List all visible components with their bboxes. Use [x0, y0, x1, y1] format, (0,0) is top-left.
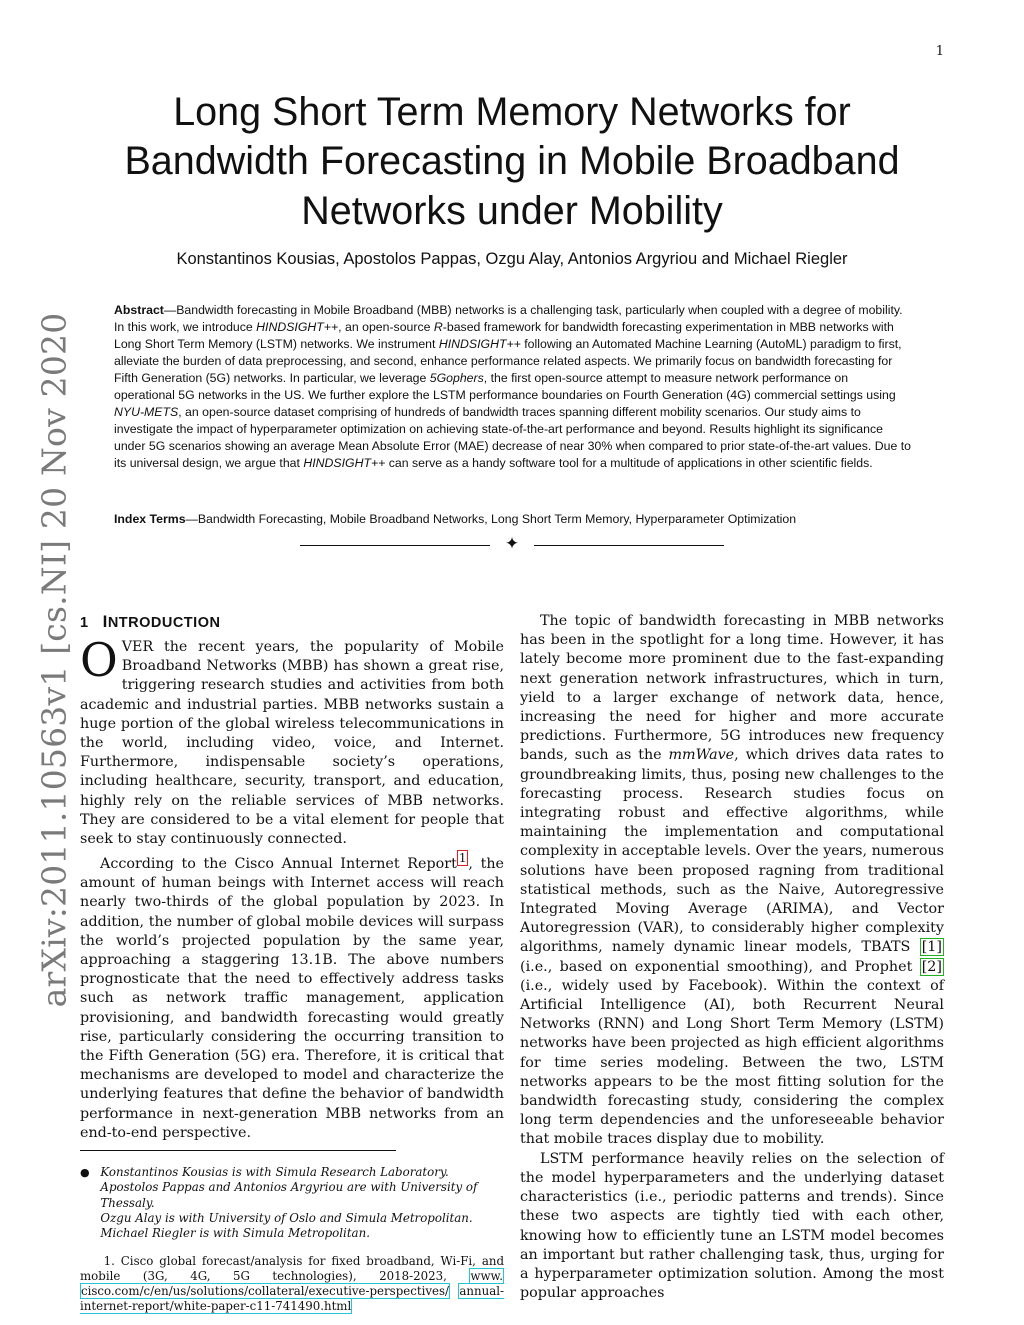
paragraph-text: The topic of bandwidth forecasting in MBB networks has been in the spotlight for a long time. However, it has lately become more prominent due to the fast-expanding next generation network infrastructures, which in turn, yield to a larger exchange of network data, hence, increasing the need for higher and more accurate predictions. Furthermore, 5G introduces new frequency bands, such as the: [520, 613, 944, 764]
paragraph-text: , which drives data rates to groundbreaking limits, thus, posing new challenges to the forecasting process. Research studies focus on integrating robust and effective algorithms, while maintaining the implementation and computational complexity in acceptable levels. Over the years, numerous solutions have been proposed ragning from traditional statistical methods, such as the Naive, Autoregressive Integrated Moving Average (ARIMA), and Vector Autoregression (VAR), to considerably higher complexity algorithms, namely dynamic linear models, TBATS: [520, 747, 944, 956]
footnote-url-link[interactable]: annual-internet-report/white-paper-c11-741490.html: [80, 1284, 504, 1314]
title-line-2: Bandwidth Forecasting in Mobile Broadband: [124, 139, 900, 184]
index-terms-label: Index Terms: [114, 512, 186, 526]
paragraph-text: , the amount of human beings with Internet access will reach nearly two-thirds of the global population by 2023. In addition, the number of global mobile devices will surpass the world’s projected population by the same year, approaching a staggering 13.1B. The above numbers prognosticate that the need to effectively address tasks such as network traffic management, application provisioning, and bandwidth forecasting would greatly rise, particularly considering the occurring transition to the Fifth Generation (5G) era. Therefore, it is critical that mechanisms are developed to model and characterize the underlying features that define the behavior of bandwidth performance in next-generation MBB networks from an end-to-end perspective.: [80, 856, 504, 1141]
section-heading: [80, 612, 504, 632]
intro-body-continued: [520, 612, 944, 1303]
abstract-italic: HINDSIGHT++: [438, 337, 521, 351]
abstract-text: -based framework for bandwidth forecasting experimentation in MBB networks with Long Short Term Memory (LSTM) networks. We instrument: [114, 320, 894, 351]
abstract-italic: NYU-METS: [114, 405, 179, 419]
footnote-url-link[interactable]: www.: [470, 1268, 503, 1283]
abstract-text: , an open-source dataset comprising of hundreds of bandwidth traces spanning different mobility scenarios. Our study aims to investigate the impact of hyperparameter optimization on achieving state-of-the-art performance and beyond. Results highlight its significance under 5G scenarios showing an average Mean Absolute Error (MAE) decrease of near 30% when compared to prior state-of-the-art values. Due to its universal design, we argue that: [114, 405, 911, 470]
left-column: [80, 612, 504, 1315]
abstract-italic: HINDSIGHT++: [256, 320, 339, 334]
divider-rule-right: [534, 545, 724, 546]
divider-star-icon: ✦: [504, 534, 520, 554]
divider-rule-left: [300, 545, 490, 546]
abstract-text: , the first open-source attempt to measure network performance on operational 5G networks in the US. We further explore the LSTM performance boundaries on Fourth Generation (4G) commercial settings using: [114, 371, 896, 402]
paragraph-italic: mmWave: [668, 747, 735, 764]
section-divider: [300, 534, 724, 554]
affiliation-line: Michael Riegler is with Simula Metropolitan.: [100, 1226, 370, 1241]
paragraph-text: LSTM performance heavily relies on the selection of the model hyperparameters and the underlying dataset characteristics (i.e., periodic patterns and trends). Since these two aspects are tightly tied with each other, knowing how to efficiently tune an LSTM model becomes an important but rather challenging task, thus, urging for a hyperparameter optimization solution. Among the most popular approaches: [520, 1150, 944, 1302]
drop-cap: O: [80, 633, 118, 687]
footnote-rule: [80, 1150, 396, 1151]
right-column: [520, 612, 944, 1303]
citation-link[interactable]: [1]: [921, 939, 942, 956]
paragraph: [80, 633, 504, 849]
abstract-text: , an open-source: [338, 320, 434, 334]
footnote-1: [80, 1254, 504, 1315]
abstract-italic: 5Gophers: [429, 371, 484, 385]
footnote-text: Cisco global forecast/analysis for fixed broadband, Wi-Fi, and mobile (3G, 4G, 5G technologies), 2018-2023,: [80, 1253, 505, 1283]
section-number: 1: [80, 615, 89, 631]
affiliation-lines: [100, 1165, 504, 1241]
small-caps-lead: VER: [121, 639, 154, 655]
paragraph-text: (i.e., based on exponential smoothing), and Prophet: [520, 958, 920, 975]
paragraph: [520, 612, 944, 1150]
affiliation-item: [80, 1165, 504, 1241]
affiliation-line: Apostolos Pappas and Antonios Argyriou are with University of Thessaly.: [100, 1180, 478, 1210]
paragraph-text: According to the Cisco Annual Internet Report: [100, 856, 457, 872]
section-title-rest: NTRODUCTION: [107, 615, 221, 631]
arxiv-id: arXiv:2011.10563v1 [cs.NI] 20 Nov 2020: [34, 312, 74, 1008]
affiliation-footnote: [80, 1165, 504, 1241]
title-line-1: Long Short Term Memory Networks for: [173, 90, 851, 134]
footnote-url-link[interactable]: cisco.com/c/en/us/solutions/collateral/executive-perspectives/: [81, 1284, 450, 1299]
paragraph-text: (i.e., widely used by Facebook). Within the context of Artificial Intelligence (AI), both Recurrent Neural Networks (RNN) and Long Short Term Memory (LSTM) networks have been projected as high efficient algorithms for time series modeling. Between the two, LSTM networks appears to be the most fitting solution for the bandwidth forecasting study, considering the complex long term dependencies and the unforeseeable behavior that mobile traces display due to mobility.: [520, 977, 944, 1148]
abstract: [114, 302, 912, 472]
abstract-text: —Bandwidth forecasting in Mobile Broadband (MBB) networks is a challenging task, particularly when coupled with a degree of mobility. In this work, we introduce: [114, 303, 903, 334]
title-line-3: Networks under Mobility: [301, 188, 723, 233]
intro-body: [80, 633, 504, 1143]
affiliation-line: Konstantinos Kousias is with Simula Research Laboratory.: [100, 1165, 449, 1180]
footnote-ref-link[interactable]: 1: [458, 851, 467, 866]
index-terms-text: —Bandwidth Forecasting, Mobile Broadband Networks, Long Short Term Memory, Hyperparameter Optimization: [185, 512, 797, 526]
paragraph: [520, 1150, 944, 1304]
paper-title: [80, 88, 944, 236]
page-number: 1: [935, 44, 944, 59]
abstract-label: Abstract: [114, 303, 164, 317]
paragraph-text: the recent years, the popularity of Mobile Broadband Networks (MBB) has shown a great rise, triggering research studies and activities from both academic and industrial parties. MBB networks sustain a huge portion of the global wireless telecommunications in the world, including video, voice, and Internet. Furthermore, indispensable society’s operations, including healthcare, security, transport, and education, highly rely on the reliable services of MBB networks. They are considered to be a vital element for people that seek to stay continuously connected.: [80, 639, 504, 848]
affiliation-line: Ozgu Alay is with University of Oslo and Simula Metropolitan.: [100, 1210, 473, 1225]
abstract-text: can serve as a handy software tool for a multitude of applications in other scientific fields.: [385, 456, 873, 470]
abstract-text: following an Automated Machine Learning (AutoML) paradigm to first, alleviate the burden of data preprocessing, and second, enhance performance related aspects. We primarily focus on bandwidth forecasting for Fifth Generation (5G) networks. In particular, we leverage: [114, 337, 902, 385]
bullet-icon: ●: [80, 1166, 90, 1180]
abstract-italic: R: [433, 320, 443, 334]
abstract-italic: HINDSIGHT++: [303, 456, 386, 470]
footnote-number: 1.: [103, 1253, 115, 1268]
paragraph: [80, 849, 504, 1143]
section-title-initial: I: [102, 612, 108, 631]
arxiv-stamp: [30, 312, 78, 1008]
index-terms: [114, 512, 912, 526]
citation-link[interactable]: [2]: [921, 958, 942, 975]
author-list: Konstantinos Kousias, Apostolos Pappas, Ozgu Alay, Antonios Argyriou and Michael Riegler: [176, 250, 848, 268]
